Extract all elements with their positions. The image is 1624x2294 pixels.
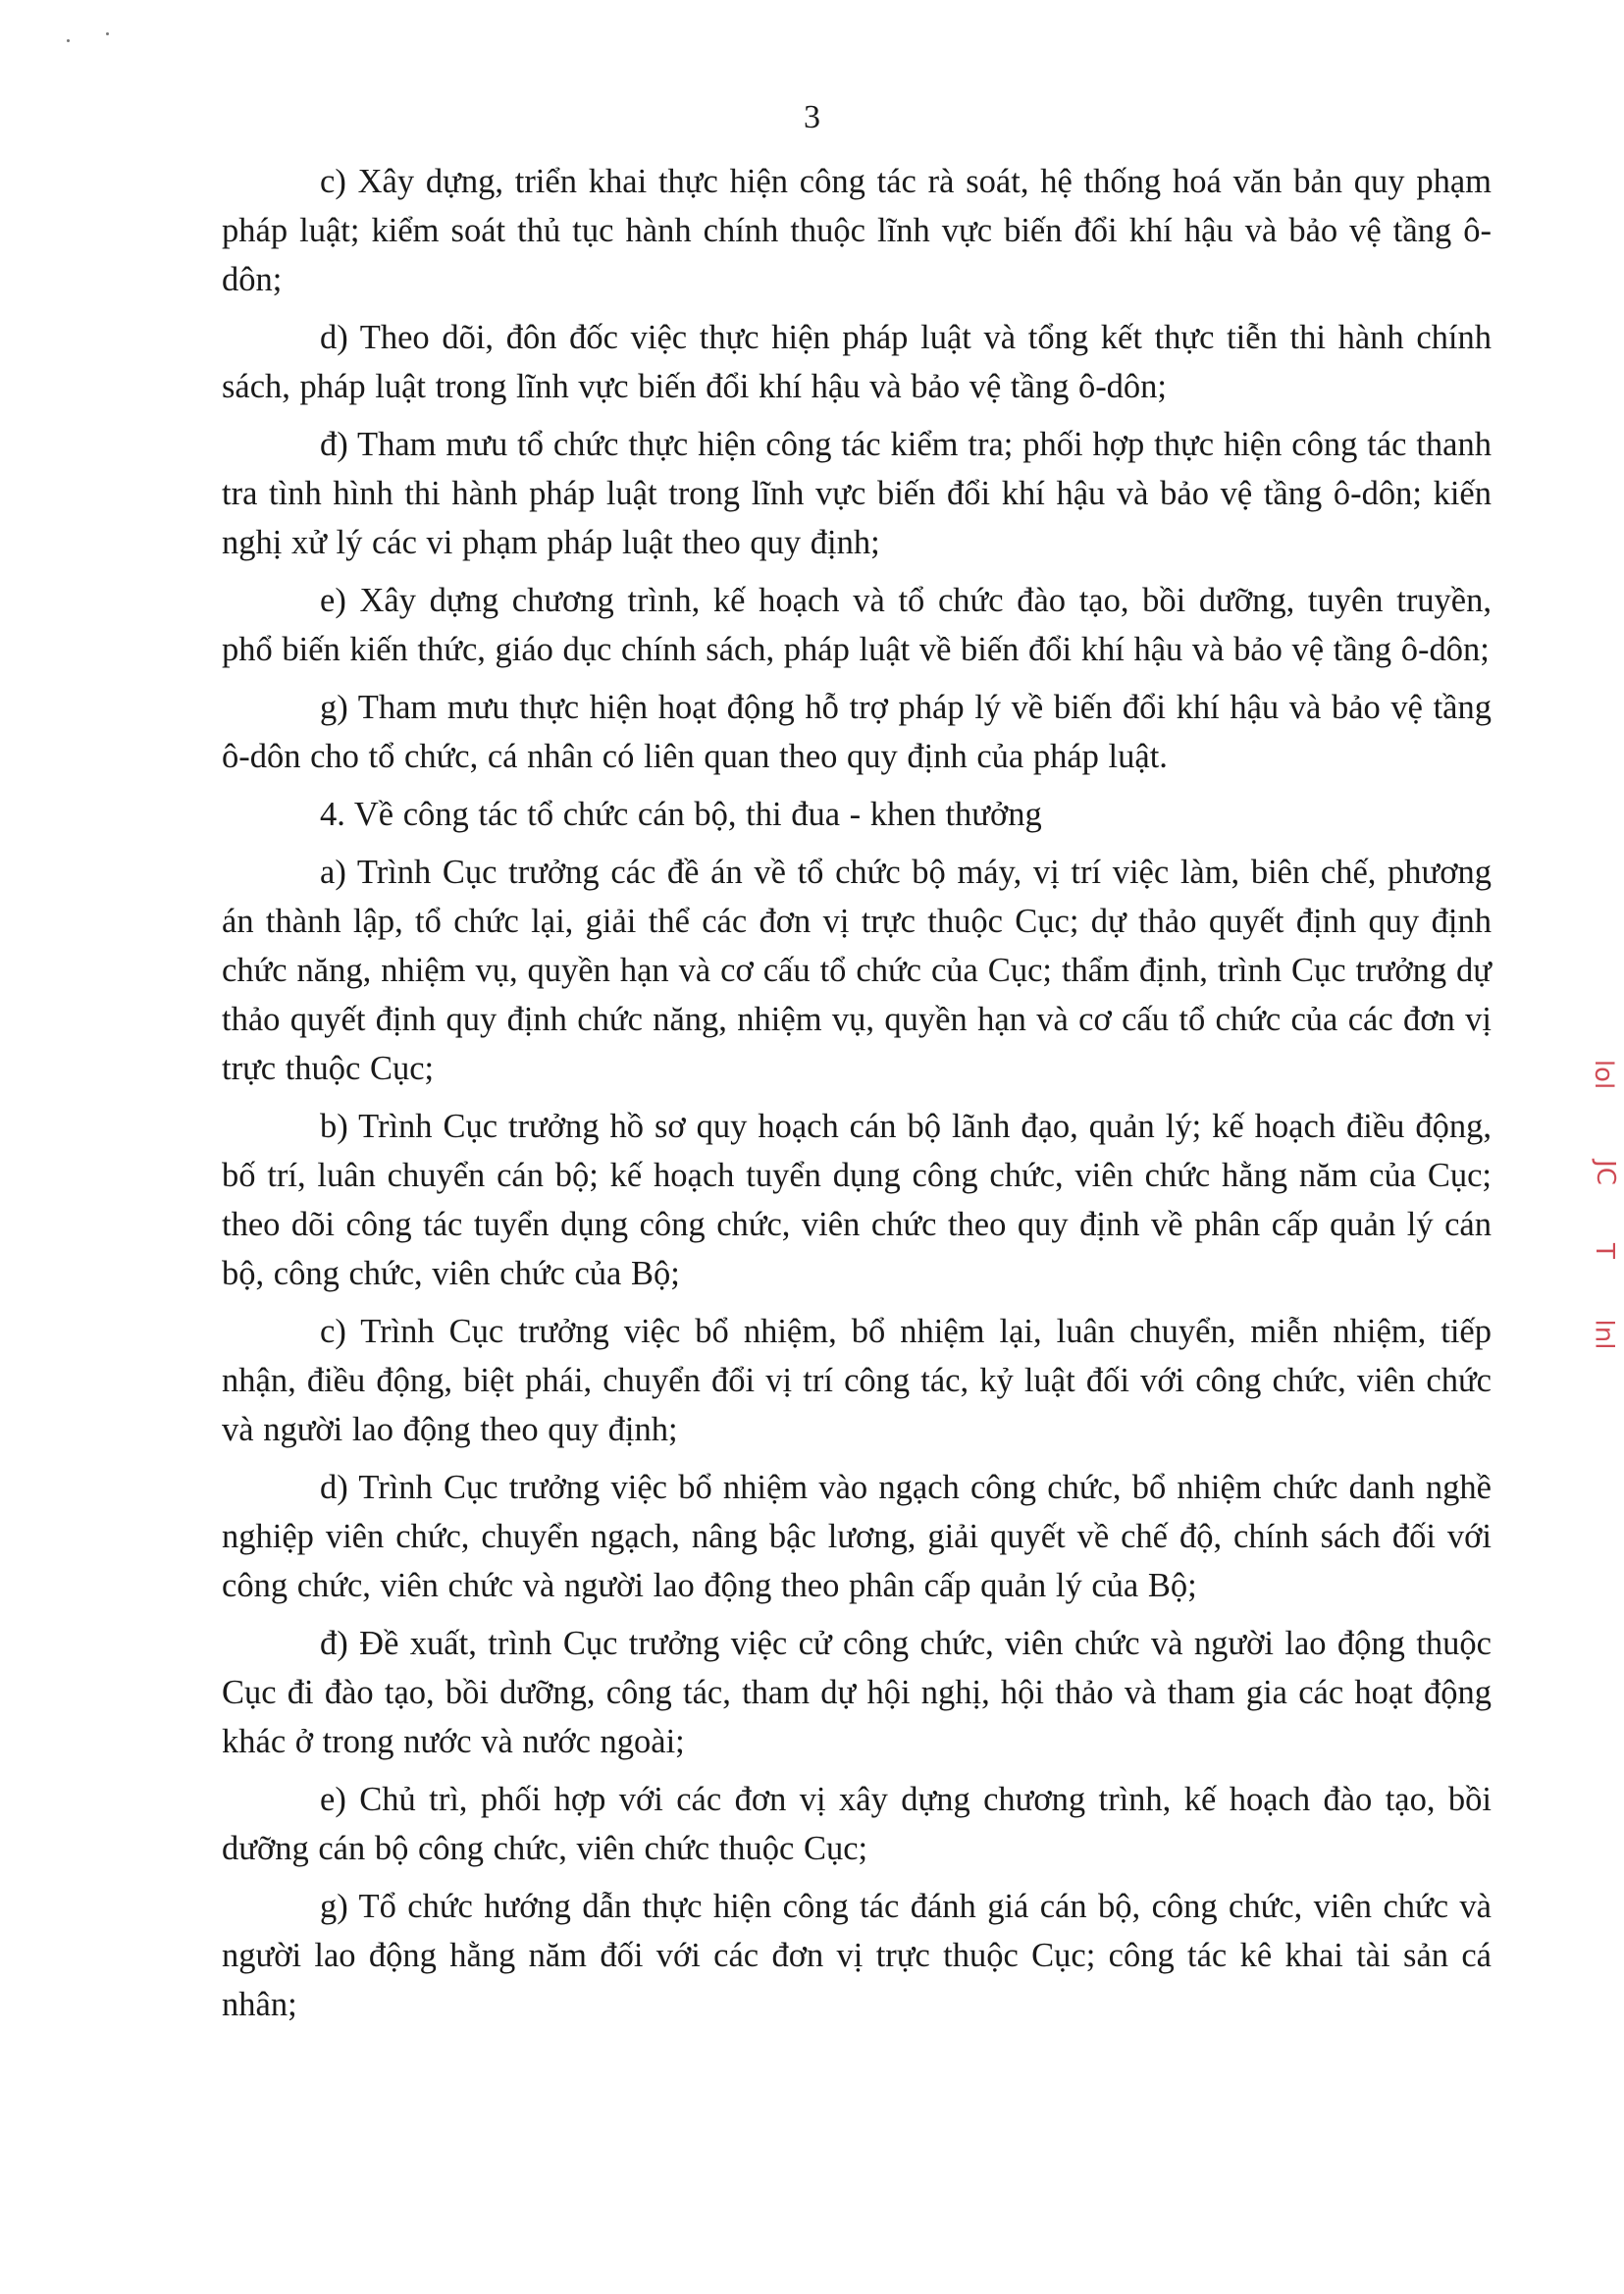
page-number: 3 bbox=[804, 99, 820, 135]
paragraph-3c: c) Xây dựng, triển khai thực hiện công tác rà soát, hệ thống hoá văn bản quy phạm pháp luật; kiểm soát thủ tục hành chính thuộc lĩnh vực biến đổi khí hậu và bảo vệ tầng ô-dôn; bbox=[222, 163, 1492, 298]
paragraph-4d: d) Trình Cục trưởng việc bổ nhiệm vào ngạch công chức, bổ nhiệm chức danh nghề nghiệp viên chức, chuyển ngạch, nâng bậc lương, giải quyết về chế độ, chính sách đối với công chức, viên chức và người lao động theo phân cấp quản lý của Bộ; bbox=[222, 1469, 1492, 1604]
paragraph-4dd: đ) Đề xuất, trình Cục trưởng việc cử công chức, viên chức và người lao động thuộc Cục đi đào tạo, bồi dưỡng, công tác, tham dự hội nghị, hội thảo và tham gia các hoạt động khác ở trong nước và nước ngoài; bbox=[222, 1625, 1492, 1760]
scan-speck bbox=[67, 39, 70, 42]
stamp-mark-3: T bbox=[1589, 1243, 1619, 1259]
paragraph-4g: g) Tổ chức hướng dẫn thực hiện công tác đánh giá cán bộ, công chức, viên chức và người lao động hằng năm đối với các đơn vị trực thuộc Cục; công tác kê khai tài sản cá nhân; bbox=[222, 1888, 1492, 2023]
paragraph-3d: d) Theo dõi, đôn đốc việc thực hiện pháp luật và tổng kết thực tiễn thi hành chính sách, pháp luật trong lĩnh vực biến đổi khí hậu và bảo vệ tầng ô-dôn; bbox=[222, 319, 1492, 405]
paragraph-4a: a) Trình Cục trưởng các đề án về tổ chức bộ máy, vị trí việc làm, biên chế, phương án thành lập, tổ chức lại, giải thể các đơn vị trực thuộc Cục; dự thảo quyết định quy định chức năng, nhiệm vụ, quyền hạn và cơ cấu tổ chức của Cục; thẩm định, trình Cục trưởng dự thảo quyết định quy định chức năng, nhiệm vụ, quyền hạn và cơ cấu tổ chức của các đơn vị trực thuộc Cục; bbox=[222, 854, 1492, 1087]
paragraph-4b: b) Trình Cục trưởng hồ sơ quy hoạch cán bộ lãnh đạo, quản lý; kế hoạch điều động, bố trí, luân chuyển cán bộ; kế hoạch tuyển dụng công chức, viên chức hằng năm của Cục; theo dõi công tác tuyển dụng công chức, viên chức theo quy định về phân cấp quản lý cán bộ, công chức, viên chức của Bộ; bbox=[222, 1108, 1492, 1292]
scan-speck bbox=[106, 32, 109, 35]
paragraph-3dd: đ) Tham mưu tổ chức thực hiện công tác kiểm tra; phối hợp thực hiện công tác thanh tra tình hình thi hành pháp luật trong lĩnh vực biến đổi khí hậu và bảo vệ tầng ô-dôn; kiến nghị xử lý các vi phạm pháp luật theo quy định; bbox=[222, 426, 1492, 561]
stamp-mark-2: JC bbox=[1590, 1160, 1620, 1185]
paragraph-4c: c) Trình Cục trưởng việc bổ nhiệm, bổ nhiệm lại, luân chuyển, miễn nhiệm, tiếp nhận, điều động, biệt phái, chuyển đổi vị trí công tác, kỷ luật đối với công chức, viên chức và người lao động theo quy định; bbox=[222, 1313, 1492, 1448]
paragraph-3g: g) Tham mưu thực hiện hoạt động hỗ trợ pháp lý về biến đổi khí hậu và bảo vệ tầng ô-dôn cho tổ chức, cá nhân có liên quan theo quy định của pháp luật. bbox=[222, 689, 1492, 775]
section-heading-4: 4. Về công tác tổ chức cán bộ, thi đua - khen thưởng bbox=[320, 796, 1042, 833]
stamp-mark-1: lol bbox=[1589, 1059, 1619, 1090]
document-body bbox=[222, 157, 1492, 2038]
margin-stamp-mark bbox=[1585, 1050, 1624, 1374]
paragraph-3e: e) Xây dựng chương trình, kế hoạch và tổ chức đào tạo, bồi dưỡng, tuyên truyền, phổ biến kiến thức, giáo dục chính sách, pháp luật về biến đổi khí hậu và bảo vệ tầng ô-dôn; bbox=[222, 582, 1492, 668]
stamp-mark-4: lnl bbox=[1589, 1319, 1619, 1350]
paragraph-4e: e) Chủ trì, phối hợp với các đơn vị xây dựng chương trình, kế hoạch đào tạo, bồi dưỡng cán bộ công chức, viên chức thuộc Cục; bbox=[222, 1781, 1492, 1867]
